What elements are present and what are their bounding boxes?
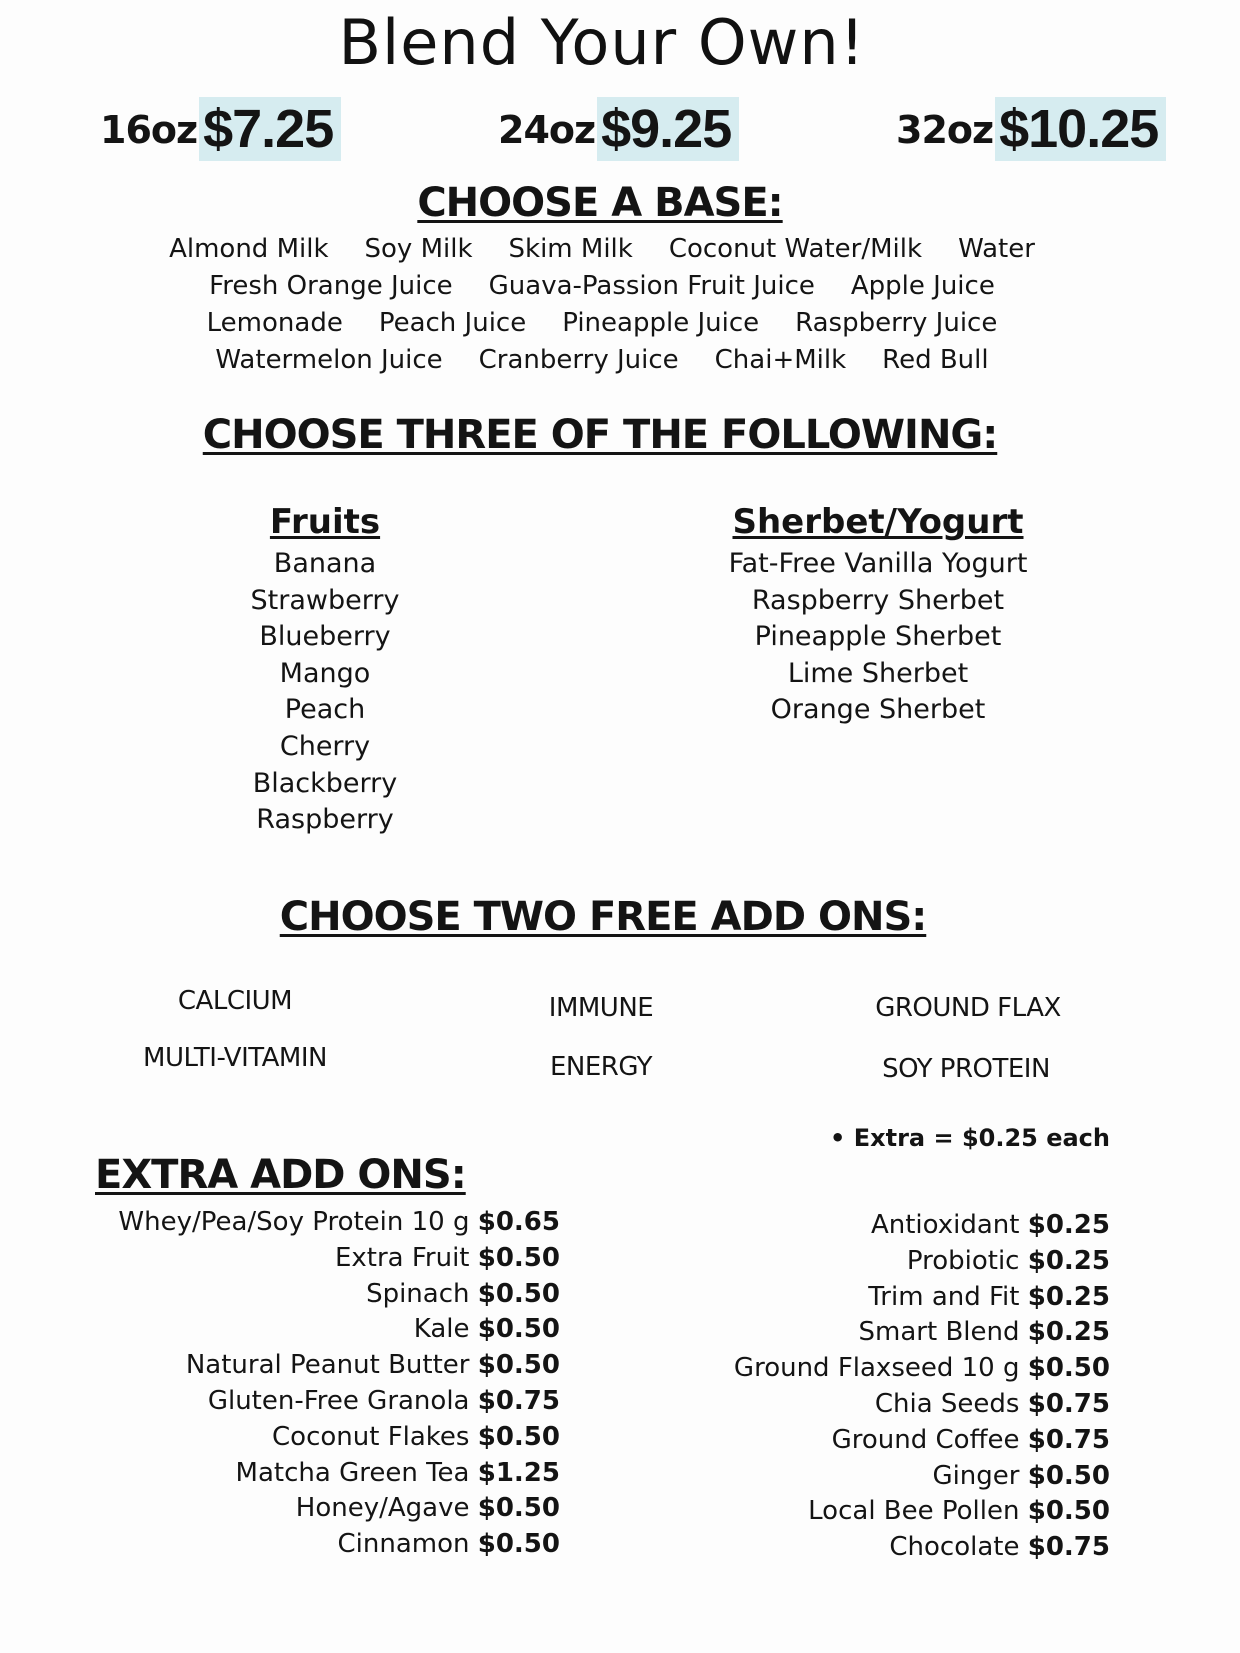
free-addon-item: ENERGY — [549, 1052, 653, 1082]
item-name: Smart Blend — [858, 1317, 1020, 1348]
extra-addon-item — [118, 1491, 560, 1527]
base-row-1 — [151, 234, 1053, 264]
extra-addon-item — [118, 1420, 560, 1456]
base-row-3 — [189, 308, 1016, 338]
item-price: $0.25 — [1027, 1245, 1110, 1276]
sherbet-column — [729, 502, 1028, 729]
item-price: $0.75 — [1027, 1532, 1110, 1563]
item-price: $0.50 — [477, 1421, 560, 1452]
extra-addon-item — [734, 1423, 1110, 1459]
base-item: Peach Juice — [378, 308, 527, 338]
sherbet-heading: Sherbet/Yogurt — [732, 502, 1024, 542]
base-item: Watermelon Juice — [215, 345, 443, 375]
sherbet-item: Fat-Free Vanilla Yogurt — [728, 548, 1028, 579]
extra-addon-item — [118, 1527, 560, 1563]
item-name: Extra Fruit — [334, 1242, 470, 1273]
base-item: Apple Juice — [850, 271, 995, 301]
item-name: Kale — [413, 1314, 470, 1345]
free-addon-item: IMMUNE — [548, 993, 654, 1023]
fruit-item: Banana — [273, 548, 377, 579]
free-addon-item: GROUND FLAX — [875, 993, 1061, 1023]
extra-addon-item — [118, 1312, 560, 1348]
item-price: $0.25 — [1027, 1281, 1110, 1312]
base-row-4 — [197, 345, 1006, 375]
extra-addon-item — [734, 1387, 1110, 1423]
base-item: Soy Milk — [364, 234, 473, 264]
base-item: Guava-Passion Fruit Juice — [488, 271, 815, 301]
fruit-item: Blueberry — [259, 621, 391, 653]
base-item: Cranberry Juice — [478, 345, 679, 375]
item-price: $0.50 — [477, 1529, 560, 1560]
item-name: Cinnamon — [337, 1529, 470, 1560]
base-item: Lemonade — [206, 308, 343, 338]
extra-addon-item — [734, 1494, 1110, 1530]
sherbet-item: Pineapple Sherbet — [754, 621, 1002, 653]
extra-addons-left — [118, 1205, 560, 1563]
item-name: Coconut Flakes — [272, 1421, 470, 1452]
extra-addon-item — [734, 1530, 1110, 1566]
item-name: Spinach — [366, 1278, 470, 1309]
extra-addon-item — [734, 1459, 1110, 1495]
item-price: $0.50 — [477, 1242, 560, 1273]
item-name: Honey/Agave — [295, 1493, 470, 1524]
item-name: Ground Coffee — [831, 1424, 1020, 1455]
base-item: Chai+Milk — [714, 345, 847, 375]
item-name: Whey/Pea/Soy Protein 10 g — [118, 1207, 470, 1237]
sherbet-item: Orange Sherbet — [770, 694, 986, 726]
extra-addon-item — [734, 1315, 1110, 1351]
item-price: $0.50 — [1027, 1353, 1110, 1384]
base-item: Red Bull — [882, 345, 989, 375]
item-price: $0.75 — [477, 1385, 560, 1416]
extra-addons-heading: EXTRA ADD ONS: — [95, 1152, 466, 1198]
item-price: $0.25 — [1027, 1210, 1110, 1240]
base-item: Almond Milk — [169, 234, 329, 264]
item-price: $0.50 — [477, 1314, 560, 1345]
free-addons-heading: CHOOSE TWO FREE ADD ONS: — [279, 894, 927, 940]
sherbet-item: Lime Sherbet — [787, 657, 969, 689]
base-heading: CHOOSE A BASE: — [417, 180, 783, 226]
item-name: Chia Seeds — [874, 1388, 1020, 1419]
fruit-item: Strawberry — [250, 584, 400, 616]
fruits-heading: Fruits — [269, 502, 381, 542]
size-16oz — [100, 98, 341, 160]
menu-title: Blend Your Own! — [338, 6, 866, 79]
item-name: Local Bee Pollen — [808, 1496, 1020, 1527]
free-addon-item: CALCIUM — [177, 986, 293, 1016]
item-price: $0.65 — [477, 1207, 560, 1237]
item-name: Gluten-Free Granola — [207, 1385, 470, 1416]
extra-addon-item — [118, 1348, 560, 1384]
item-name: Ginger — [932, 1460, 1020, 1491]
base-row-2 — [191, 271, 1013, 301]
item-price: $0.25 — [1027, 1317, 1110, 1348]
item-price: $1.25 — [477, 1457, 560, 1488]
fruit-item: Blackberry — [252, 767, 398, 799]
extra-addon-item — [118, 1205, 560, 1241]
item-price: $0.50 — [1027, 1496, 1110, 1527]
size-label: 24oz — [498, 108, 596, 152]
free-addon-item: SOY PROTEIN — [882, 1054, 1050, 1084]
size-price: $9.25 — [597, 97, 739, 161]
choose-three-heading: CHOOSE THREE OF THE FOLLOWING: — [202, 412, 998, 458]
extra-addon-item — [118, 1241, 560, 1277]
fruit-item: Raspberry — [256, 804, 394, 836]
item-price: $0.75 — [1027, 1424, 1110, 1455]
size-price: $7.25 — [199, 97, 341, 161]
base-item: Pineapple Juice — [562, 308, 760, 338]
base-item: Water — [958, 234, 1035, 264]
item-price: $0.50 — [1027, 1460, 1110, 1491]
item-name: Natural Peanut Butter — [185, 1350, 470, 1381]
item-price: $0.50 — [477, 1278, 560, 1309]
item-name: Probiotic — [906, 1245, 1020, 1276]
base-item: Coconut Water/Milk — [668, 234, 923, 264]
extra-addon-item — [734, 1280, 1110, 1316]
extra-addon-item — [734, 1244, 1110, 1280]
item-name: Chocolate — [889, 1532, 1020, 1563]
item-price: $0.75 — [1027, 1388, 1110, 1419]
extra-addon-item — [118, 1456, 560, 1492]
item-price: $0.50 — [477, 1493, 560, 1524]
item-name: Ground Flaxseed 10 g — [733, 1353, 1020, 1384]
base-item: Skim Milk — [508, 234, 633, 264]
item-name: Trim and Fit — [868, 1281, 1020, 1312]
base-item: Fresh Orange Juice — [209, 271, 453, 301]
item-price: $0.50 — [477, 1350, 560, 1381]
size-label: 32oz — [896, 108, 994, 152]
extra-addons-right — [734, 1208, 1110, 1566]
size-32oz — [896, 98, 1166, 160]
extra-addon-item — [118, 1277, 560, 1313]
size-price: $10.25 — [995, 97, 1166, 161]
size-label: 16oz — [100, 108, 198, 152]
sherbet-item: Raspberry Sherbet — [751, 584, 1005, 616]
extra-addon-item — [734, 1208, 1110, 1244]
fruit-item: Mango — [279, 657, 371, 689]
extra-addon-item — [118, 1384, 560, 1420]
extra-addon-item — [734, 1351, 1110, 1387]
free-addon-item: MULTI-VITAMIN — [143, 1043, 327, 1073]
item-name: Antioxidant — [870, 1210, 1020, 1240]
fruit-item: Peach — [284, 694, 366, 726]
fruits-column — [251, 502, 400, 839]
base-item: Raspberry Juice — [795, 308, 998, 338]
fruit-item: Cherry — [279, 730, 371, 762]
extra-note: • Extra = $0.25 each — [830, 1124, 1110, 1152]
size-24oz — [498, 98, 739, 160]
item-name: Matcha Green Tea — [235, 1457, 470, 1488]
